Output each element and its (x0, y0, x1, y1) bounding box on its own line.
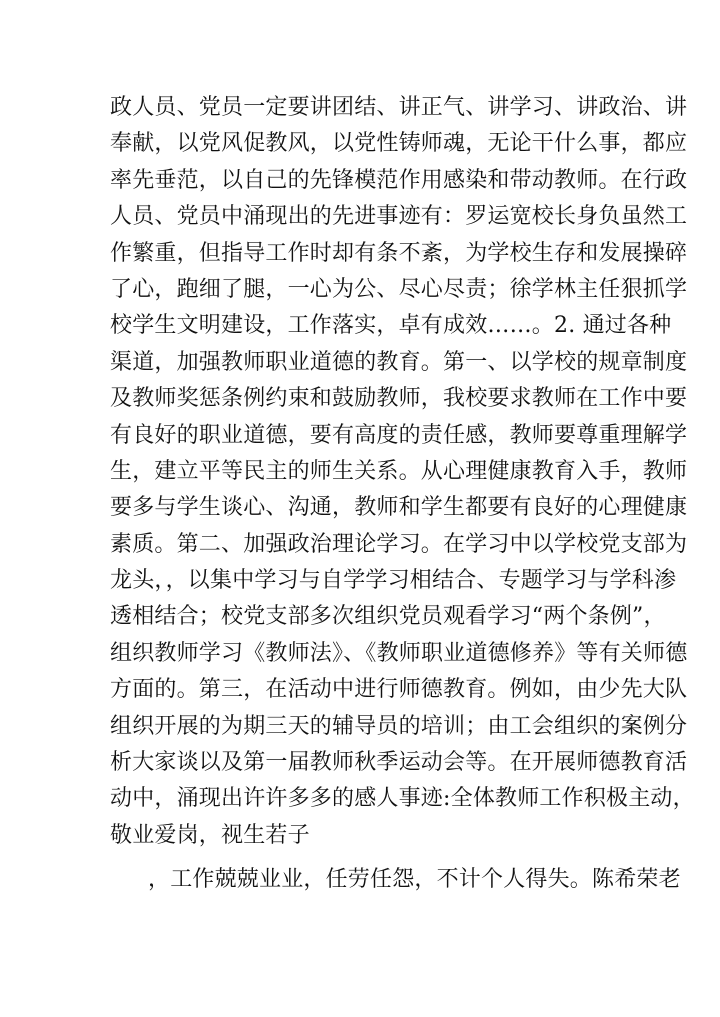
text-line: 了心，跑细了腿，一心为公、尽心尽责；徐学林主任狠抓学 (110, 276, 688, 302)
text-line: 校学生文明建设，工作落实，卓有成效……。2. 通过各种 (110, 313, 672, 339)
text-line: 敬业爱岗，视生若子 (110, 822, 310, 848)
text-line: 素质。第二、加强政治理论学习。在学习中以学校党支部为 (110, 531, 688, 557)
text-line: 政人员、党员一定要讲团结、讲正气、讲学习、讲政治、讲 (110, 95, 688, 120)
text-line: 动中，涌现出许许多多的感人事迹:全体教师工作积极主动， (110, 786, 695, 812)
text-line: 率先垂范，以自己的先锋模范作用感染和带动教师。在行政 (110, 167, 688, 193)
text-line: 组织教师学习《教师法》、《教师职业道德修养》等有关师德 (110, 640, 688, 666)
text-line: 作繁重，但指导工作时却有条不紊，为学校生存和发展操碎 (110, 240, 688, 266)
text-line: 透相结合；校党支部多次组织党员观看学习“两个条例”， (110, 604, 666, 630)
paragraph-gap (110, 854, 615, 862)
text-line: 龙头，，以集中学习与自学学习相结合、专题学习与学科渗 (110, 568, 677, 594)
text-line: 及教师奖惩条例约束和鼓励教师，我校要求教师在工作中要 (110, 386, 688, 412)
text-line: 生，建立平等民主的师生关系。从心理健康教育入手，教师 (110, 458, 688, 484)
text-line: 方面的。第三，在活动中进行师德教育。例如，由少先大队 (110, 677, 688, 703)
body-text (110, 90, 695, 899)
text-line: 渠道，加强教师职业道德的教育。第一、以学校的规章制度 (110, 349, 688, 375)
text-line: 有良好的职业道德，要有高度的责任感，教师要尊重理解学 (110, 422, 688, 448)
text-line: 人员、党员中涌现出的先进事迹有：罗运宽校长身负虽然工 (110, 204, 688, 230)
text-line: 析大家谈以及第一届教师秋季运动会等。在开展师德教育活 (110, 750, 688, 776)
text-line: 奉献，以党风促教风，以党性铸师魂，无论干什么事，都应 (110, 131, 688, 157)
text-line: 要多与学生谈心、沟通，教师和学生都要有良好的心理健康 (110, 495, 688, 521)
continuation-line: ，工作兢兢业业，任劳任怨，不计个人得失。陈希荣老 (148, 867, 681, 893)
text-line: 组织开展的为期三天的辅导员的培训；由工会组织的案例分 (110, 713, 688, 739)
